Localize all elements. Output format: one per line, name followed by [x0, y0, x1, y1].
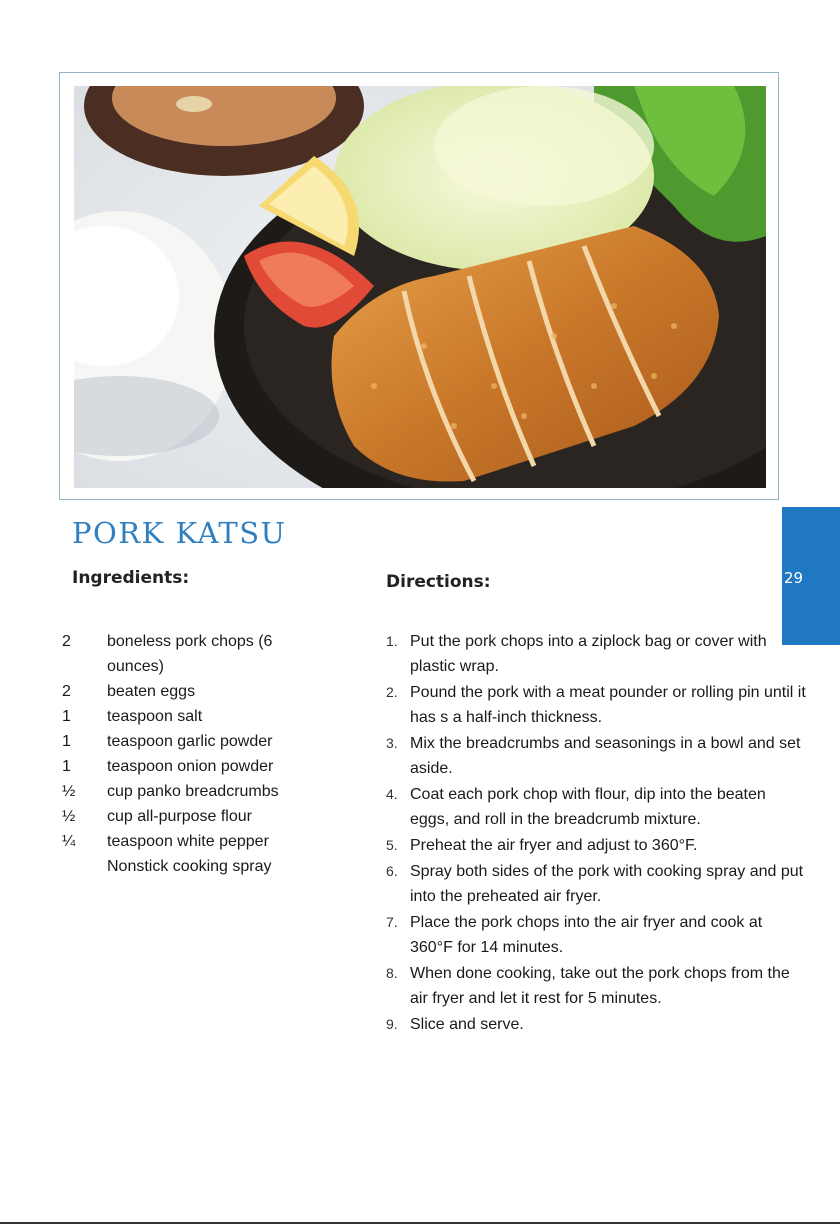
- ingredient-text: boneless pork chops (6 ounces): [107, 633, 273, 675]
- step-number: 2.: [386, 684, 398, 700]
- ingredient-qty: 1: [62, 758, 71, 775]
- ingredient-text: teaspoon salt: [107, 708, 203, 725]
- step-text: Slice and serve.: [410, 1016, 524, 1033]
- ingredient-text: beaten eggs: [107, 683, 196, 700]
- ingredient-qty: ½: [62, 783, 76, 800]
- ingredient-text: cup panko breadcrumbs: [107, 783, 279, 800]
- step-text: Spray both sides of the pork with cooking spray and put into the preheated air fryer.: [410, 863, 804, 905]
- ingredients-list: [62, 629, 332, 879]
- step-text: Preheat the air fryer and adjust to 360°F.: [410, 837, 698, 854]
- step-number: 7.: [386, 914, 398, 930]
- pork-katsu-photo: [74, 86, 766, 488]
- direction-step: [386, 833, 806, 858]
- page-number: 29: [784, 569, 804, 587]
- direction-step: [386, 859, 806, 909]
- ingredient-qty: ¼: [62, 833, 76, 850]
- recipe-title: PORK KATSU: [72, 516, 287, 550]
- step-text: Pound the pork with a meat pounder or rolling pin until it has s a half-inch thickness.: [410, 684, 806, 726]
- direction-step: [386, 910, 806, 960]
- ingredient-text: Nonstick cooking spray: [107, 858, 272, 875]
- ingredient-qty: [62, 854, 107, 879]
- ingredient-text: teaspoon onion powder: [107, 758, 274, 775]
- ingredients-heading: Ingredients:: [72, 568, 190, 588]
- step-text: Coat each pork chop with flour, dip into the beaten eggs, and roll in the breadcrumb mixture.: [410, 786, 766, 828]
- ingredient-text: teaspoon white pepper: [107, 833, 269, 850]
- step-text: Mix the breadcrumbs and seasonings in a bowl and set aside.: [410, 735, 801, 777]
- direction-step: [386, 680, 806, 730]
- direction-step: [386, 731, 806, 781]
- step-number: 5.: [386, 837, 398, 853]
- ingredient-item: [62, 679, 332, 704]
- step-number: 8.: [386, 965, 398, 981]
- ingredient-item: [62, 779, 332, 804]
- step-number: 9.: [386, 1016, 398, 1032]
- direction-step: [386, 961, 806, 1011]
- ingredient-item: [62, 754, 332, 779]
- ingredient-qty: 2: [62, 683, 71, 700]
- ingredient-qty: 2: [62, 633, 71, 650]
- directions-heading: Directions:: [386, 572, 491, 592]
- ingredient-item: [62, 704, 332, 729]
- step-number: 3.: [386, 735, 398, 751]
- direction-step: [386, 629, 806, 679]
- step-number: 6.: [386, 863, 398, 879]
- ingredient-item: [62, 804, 332, 829]
- step-text: Place the pork chops into the air fryer and cook at 360°F for 14 minutes.: [410, 914, 763, 956]
- direction-step: [386, 782, 806, 832]
- ingredient-qty: 1: [62, 733, 71, 750]
- bottom-rule: [0, 1222, 840, 1224]
- step-text: Put the pork chops into a ziplock bag or cover with plastic wrap.: [410, 633, 767, 675]
- step-text: When done cooking, take out the pork chops from the air fryer and let it rest for 5 minutes.: [410, 965, 790, 1007]
- ingredient-item: [62, 629, 332, 679]
- ingredient-item: [62, 829, 332, 854]
- ingredient-text: cup all-purpose flour: [107, 808, 252, 825]
- ingredient-text: teaspoon garlic powder: [107, 733, 273, 750]
- direction-step: [386, 1012, 806, 1037]
- ingredient-qty: ½: [62, 808, 76, 825]
- directions-list: [386, 629, 806, 1038]
- ingredient-item: [62, 729, 332, 754]
- recipe-photo-frame: [59, 72, 779, 500]
- step-number: 1.: [386, 633, 398, 649]
- step-number: 4.: [386, 786, 398, 802]
- ingredient-item: [62, 854, 332, 879]
- ingredient-qty: 1: [62, 708, 71, 725]
